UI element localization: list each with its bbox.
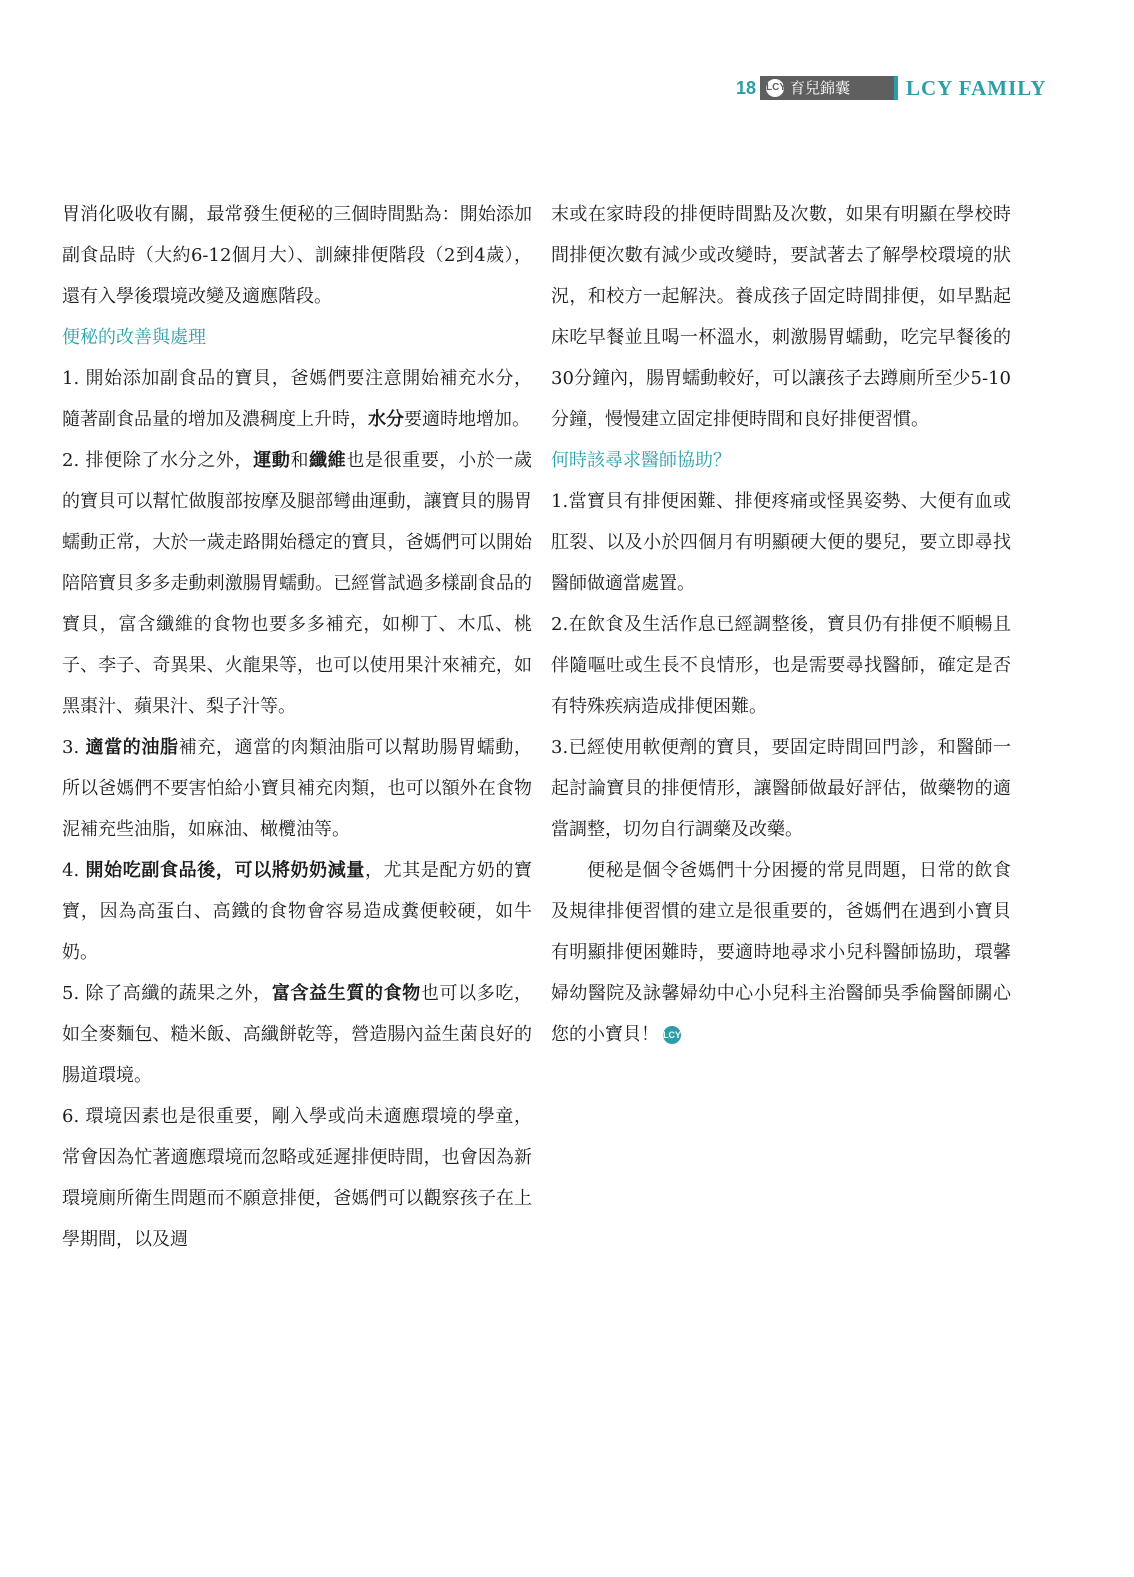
list-item-4 [62, 850, 532, 973]
list-item-1 [62, 358, 532, 440]
section-heading-improvement: 便秘的改善與處理 [62, 327, 206, 348]
page-header [720, 76, 1052, 100]
end-mark-icon: LCY [663, 1026, 681, 1044]
lcy-logo-icon: LCY [766, 79, 784, 97]
section-heading-seek-help: 何時該尋求醫師協助？ [551, 450, 731, 471]
item-text: ，尤其是配方奶的寶寶，因為高蛋白、高鐵的食物會容易造成糞便較硬，如牛奶。 [62, 860, 532, 963]
continued-paragraph: 末或在家時段的排便時間點及次數，如果有明顯在學校時間排便次數有減少或改變時，要試著去了解學校環境的狀況，和校方一起解決。養成孩子固定時間排便，如早點起床吃早餐並且喝一杯溫水，刺激腸胃蠕動，吃完早餐後的30分鐘內，腸胃蠕動較好，可以讓孩子去蹲廁所至少5-10分鐘，慢慢建立固定排便時間和良好排便習慣。 [551, 204, 1011, 430]
left-column [62, 194, 532, 1260]
item-emphasis: 纖維 [309, 450, 347, 471]
help-item-3: 3.已經使用軟便劑的寶貝，要固定時間回門診，和醫師一起討論寶貝的排便情形，讓醫師做最好評估，做藥物的適當調整，切勿自行調藥及改藥。 [551, 737, 1011, 840]
item-text: 3. [62, 737, 86, 758]
item-emphasis: 適當的油脂 [85, 737, 179, 758]
item-text: 也可以多吃，如全麥麵包、糙米飯、高纖餅乾等，營造腸內益生菌良好的腸道環境。 [62, 983, 532, 1086]
item-text: 5. 除了高纖的蔬果之外， [62, 983, 272, 1004]
help-item-2: 2.在飲食及生活作息已經調整後，寶貝仍有排便不順暢且伴隨嘔吐或生長不良情形，也是需要尋找醫師，確定是否有特殊疾病造成排便困難。 [551, 614, 1011, 717]
list-item-2 [62, 440, 532, 727]
page-number: 18 [735, 78, 756, 98]
item-text: 也是很重要，小於一歲的寶貝可以幫忙做腹部按摩及腿部彎曲運動，讓寶貝的腸胃蠕動正常，大於一歲走路開始穩定的寶貝，爸媽們可以開始陪陪寶貝多多走動刺激腸胃蠕動。已經嘗試過多樣副食品的寶貝，富含纖維的食物也要多多補充，如柳丁、木瓜、桃子、李子、奇異果、火龍果等，也可以使用果汁來補充，如黑棗汁、蘋果汁、梨子汁等。 [62, 450, 533, 717]
right-column [551, 194, 1011, 1055]
item-text: 和 [290, 450, 310, 471]
intro-paragraph: 胃消化吸收有關，最常發生便秘的三個時間點為：開始添加副食品時（大約6-12個月大）、訓練排便階段（2到4歲），還有入學後環境改變及適應階段。 [62, 204, 532, 307]
item-emphasis: 富含益生質的食物 [271, 983, 421, 1004]
conclusion-paragraph [551, 850, 1011, 1055]
item-text: 2. 排便除了水分之外， [62, 450, 254, 471]
brand-title: LCY FAMILY [906, 76, 1047, 100]
item-emphasis: 運動 [253, 450, 291, 471]
section-title: 育兒錦囊 [790, 79, 851, 97]
item-emphasis: 開始吃副食品後，可以將奶奶減量 [85, 860, 365, 881]
item-emphasis: 水分 [368, 409, 404, 430]
list-item-3 [62, 727, 532, 850]
item-text: 1. 開始添加副食品的寶貝，爸媽們要注意開始補充水分，隨著副食品量的增加及濃稠度上升時， [62, 368, 532, 430]
help-item-1: 1.當寶貝有排便困難、排便疼痛或怪異姿勢、大便有血或肛裂、以及小於四個月有明顯硬大便的嬰兒，要立即尋找醫師做適當處置。 [551, 491, 1011, 594]
item-text: 4. [62, 860, 86, 881]
list-item-6: 6. 環境因素也是很重要，剛入學或尚未適應環境的學童，常會因為忙著適應環境而忽略或延遲排便時間，也會因為新環境廁所衛生問題而不願意排便，爸媽們可以觀察孩子在上學期間，以及週 [62, 1106, 532, 1250]
item-text: 要適時地增加。 [404, 409, 530, 430]
item-text: 補充，適當的肉類油脂可以幫助腸胃蠕動，所以爸媽們不要害怕給小寶貝補充肉類，也可以額外在食物泥補充些油脂，如麻油、橄欖油等。 [62, 737, 533, 840]
list-item-5 [62, 973, 532, 1096]
bar-accent [894, 76, 898, 100]
conclusion-text: 便秘是個令爸媽們十分困擾的常見問題，日常的飲食及規律排便習慣的建立是很重要的，爸媽們在遇到小寶貝有明顯排便困難時，要適時地尋求小兒科醫師協助，環馨婦幼醫院及詠馨婦幼中心小兒科主治醫師吳季倫醫師關心您的小寶貝！ [551, 860, 1011, 1045]
